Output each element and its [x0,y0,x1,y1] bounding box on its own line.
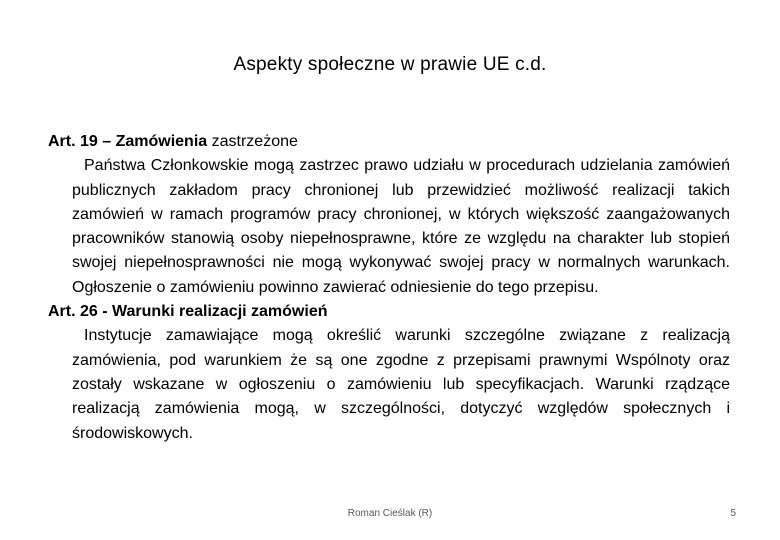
slide-title: Aspekty społeczne w prawie UE c.d. [233,54,547,75]
article-19-heading [48,130,730,154]
page-number: 5 [730,508,736,519]
article-26-text: Instytucje zamawiające mogą określić warunki szczególne związane z realizacją zamówienia, pod warunkiem że są one zgodne z przepisami prawnymi Wspólnoty oraz zostały wskazane w ogłoszeniu o zamówieniu lub specyfikacjach. Warunki rządzące realizacją zamówienia mogą, w szczególności, dotyczyć względów społecznych i środowiskowych. [72,327,730,442]
article-19-heading-rest: zastrzeżone [207,133,298,150]
article-26-heading-bold: Art. 26 - Warunki realizacji zamówień [48,303,328,321]
article-19-heading-bold: Art. 19 – Zamówienia [48,133,208,150]
slide-content [48,130,730,446]
footer-author: Roman Cieślak (R) [347,508,433,519]
article-19-text: Państwa Członkowskie mogą zastrzec prawo udziału w procedurach udzielania zamówień publicznych zakładom pracy chronionej lub przewidzieć możliwość realizacji takich zamówień w ramach programów pracy chronionej, w których większość zaangażowanych pracowników stanowią osoby niepełnosprawne, które ze względu na charakter lub stopień swojej niepełnosprawności nie mogą wykonywać swojej pracy w normalnych warunkach. Ogłoszenie o zamówieniu powinno zawierać odniesienie do tego przepisu. [72,157,730,296]
article-26-heading [48,300,730,324]
